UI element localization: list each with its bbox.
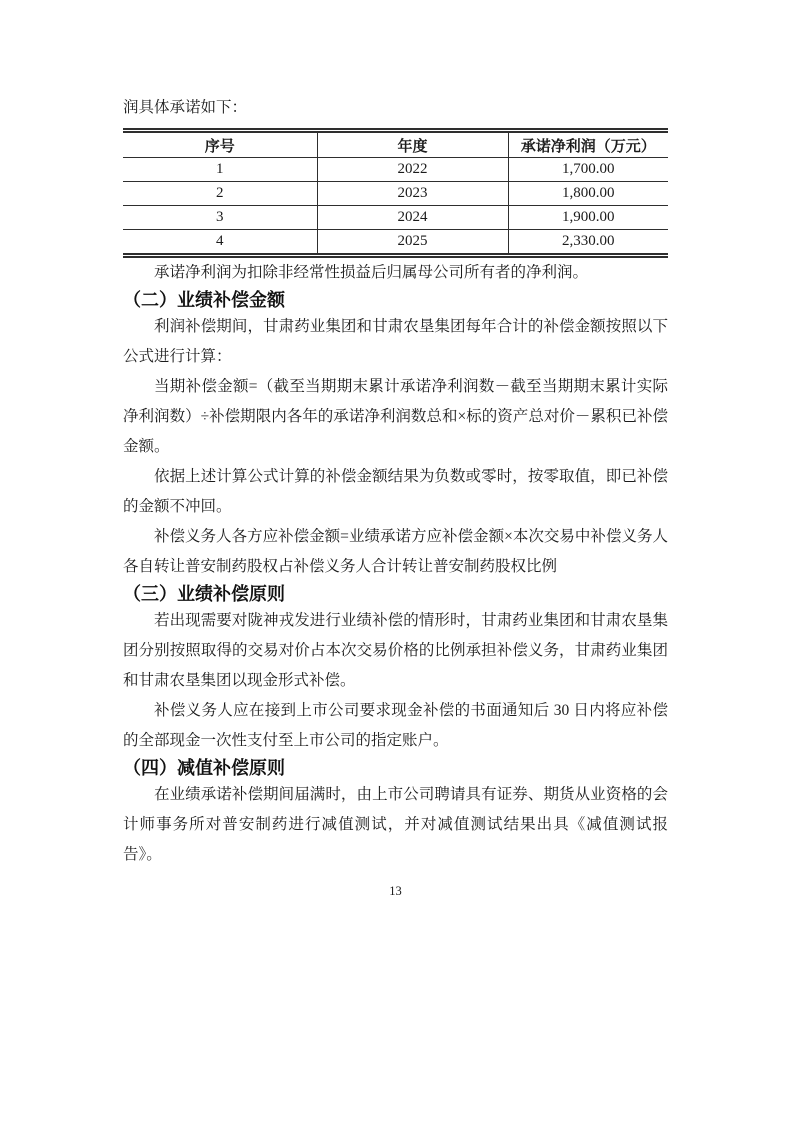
cell-year: 2023 bbox=[317, 182, 508, 206]
header-cell-index: 序号 bbox=[123, 131, 317, 158]
table-row bbox=[123, 206, 668, 230]
cell-profit: 1,700.00 bbox=[508, 158, 668, 182]
cell-index: 2 bbox=[123, 182, 317, 206]
paragraph-impairment-test: 在业绩承诺补偿期间届满时，由上市公司聘请具有证券、期货从业资格的会计师事务所对普安制药进行减值测试，并对减值测试结果出具《减值测试报告》。 bbox=[123, 786, 668, 863]
cell-year: 2025 bbox=[317, 230, 508, 256]
section-heading-3: （三）业绩补偿原则 bbox=[123, 584, 285, 604]
paragraph-profit-compensation-period: 利润补偿期间，甘肃药业集团和甘肃农垦集团每年合计的补偿金额按照以下公式进行计算： bbox=[123, 318, 668, 365]
cell-index: 1 bbox=[123, 158, 317, 182]
paragraph-cash-payment-deadline: 补偿义务人应在接到上市公司要求现金补偿的书面通知后 30 日内将应补偿的全部现金一次性支付至上市公司的指定账户。 bbox=[123, 702, 668, 749]
paragraph-obligor-share-formula: 补偿义务人各方应补偿金额=业绩承诺方应补偿金额×本次交易中补偿义务人各自转让普安制药股权占补偿义务人合计转让普安制药股权比例 bbox=[123, 528, 668, 575]
header-cell-year: 年度 bbox=[317, 131, 508, 158]
section-heading-4: （四）减值补偿原则 bbox=[123, 758, 285, 778]
cell-profit: 2,330.00 bbox=[562, 233, 615, 249]
paragraph-compensation-principle: 若出现需要对陇神戎发进行业绩补偿的情形时，甘肃药业集团和甘肃农垦集团分别按照取得的交易对价占本次交易价格的比例承担补偿义务，甘肃药业集团和甘肃农垦集团以现金形式补偿。 bbox=[123, 612, 668, 689]
paragraph-negative-or-zero-rule: 依据上述计算公式计算的补偿金额结果为负数或零时，按零取值，即已补偿的金额不冲回。 bbox=[123, 468, 668, 515]
intro-continuation-line: 润具体承诺如下： bbox=[123, 99, 248, 116]
promised-net-profit-table bbox=[123, 128, 668, 258]
header-cell-promised-profit: 承诺净利润（万元） bbox=[508, 131, 668, 158]
cell-year: 2024 bbox=[317, 206, 508, 230]
table-row bbox=[123, 158, 668, 182]
page-content bbox=[123, 0, 668, 913]
cell-index: 3 bbox=[123, 206, 317, 230]
note-after-table: 承诺净利润为扣除非经常性损益后归属母公司所有者的净利润。 bbox=[154, 264, 589, 281]
page-number: 13 bbox=[389, 884, 402, 898]
cell-profit: 1,900.00 bbox=[508, 206, 668, 230]
table-header-row bbox=[123, 131, 668, 158]
table-row bbox=[123, 230, 668, 256]
table-row bbox=[123, 182, 668, 206]
paragraph-compensation-formula: 当期补偿金额=（截至当期期末累计承诺净利润数－截至当期期末累计实际净利润数）÷补偿期限内各年的承诺净利润数总和×标的资产总对价－累积已补偿金额。 bbox=[123, 378, 668, 455]
cell-year: 2022 bbox=[317, 158, 508, 182]
cell-index: 4 bbox=[123, 230, 317, 256]
section-heading-2: （二）业绩补偿金额 bbox=[123, 290, 285, 310]
cell-profit: 1,800.00 bbox=[508, 182, 668, 206]
